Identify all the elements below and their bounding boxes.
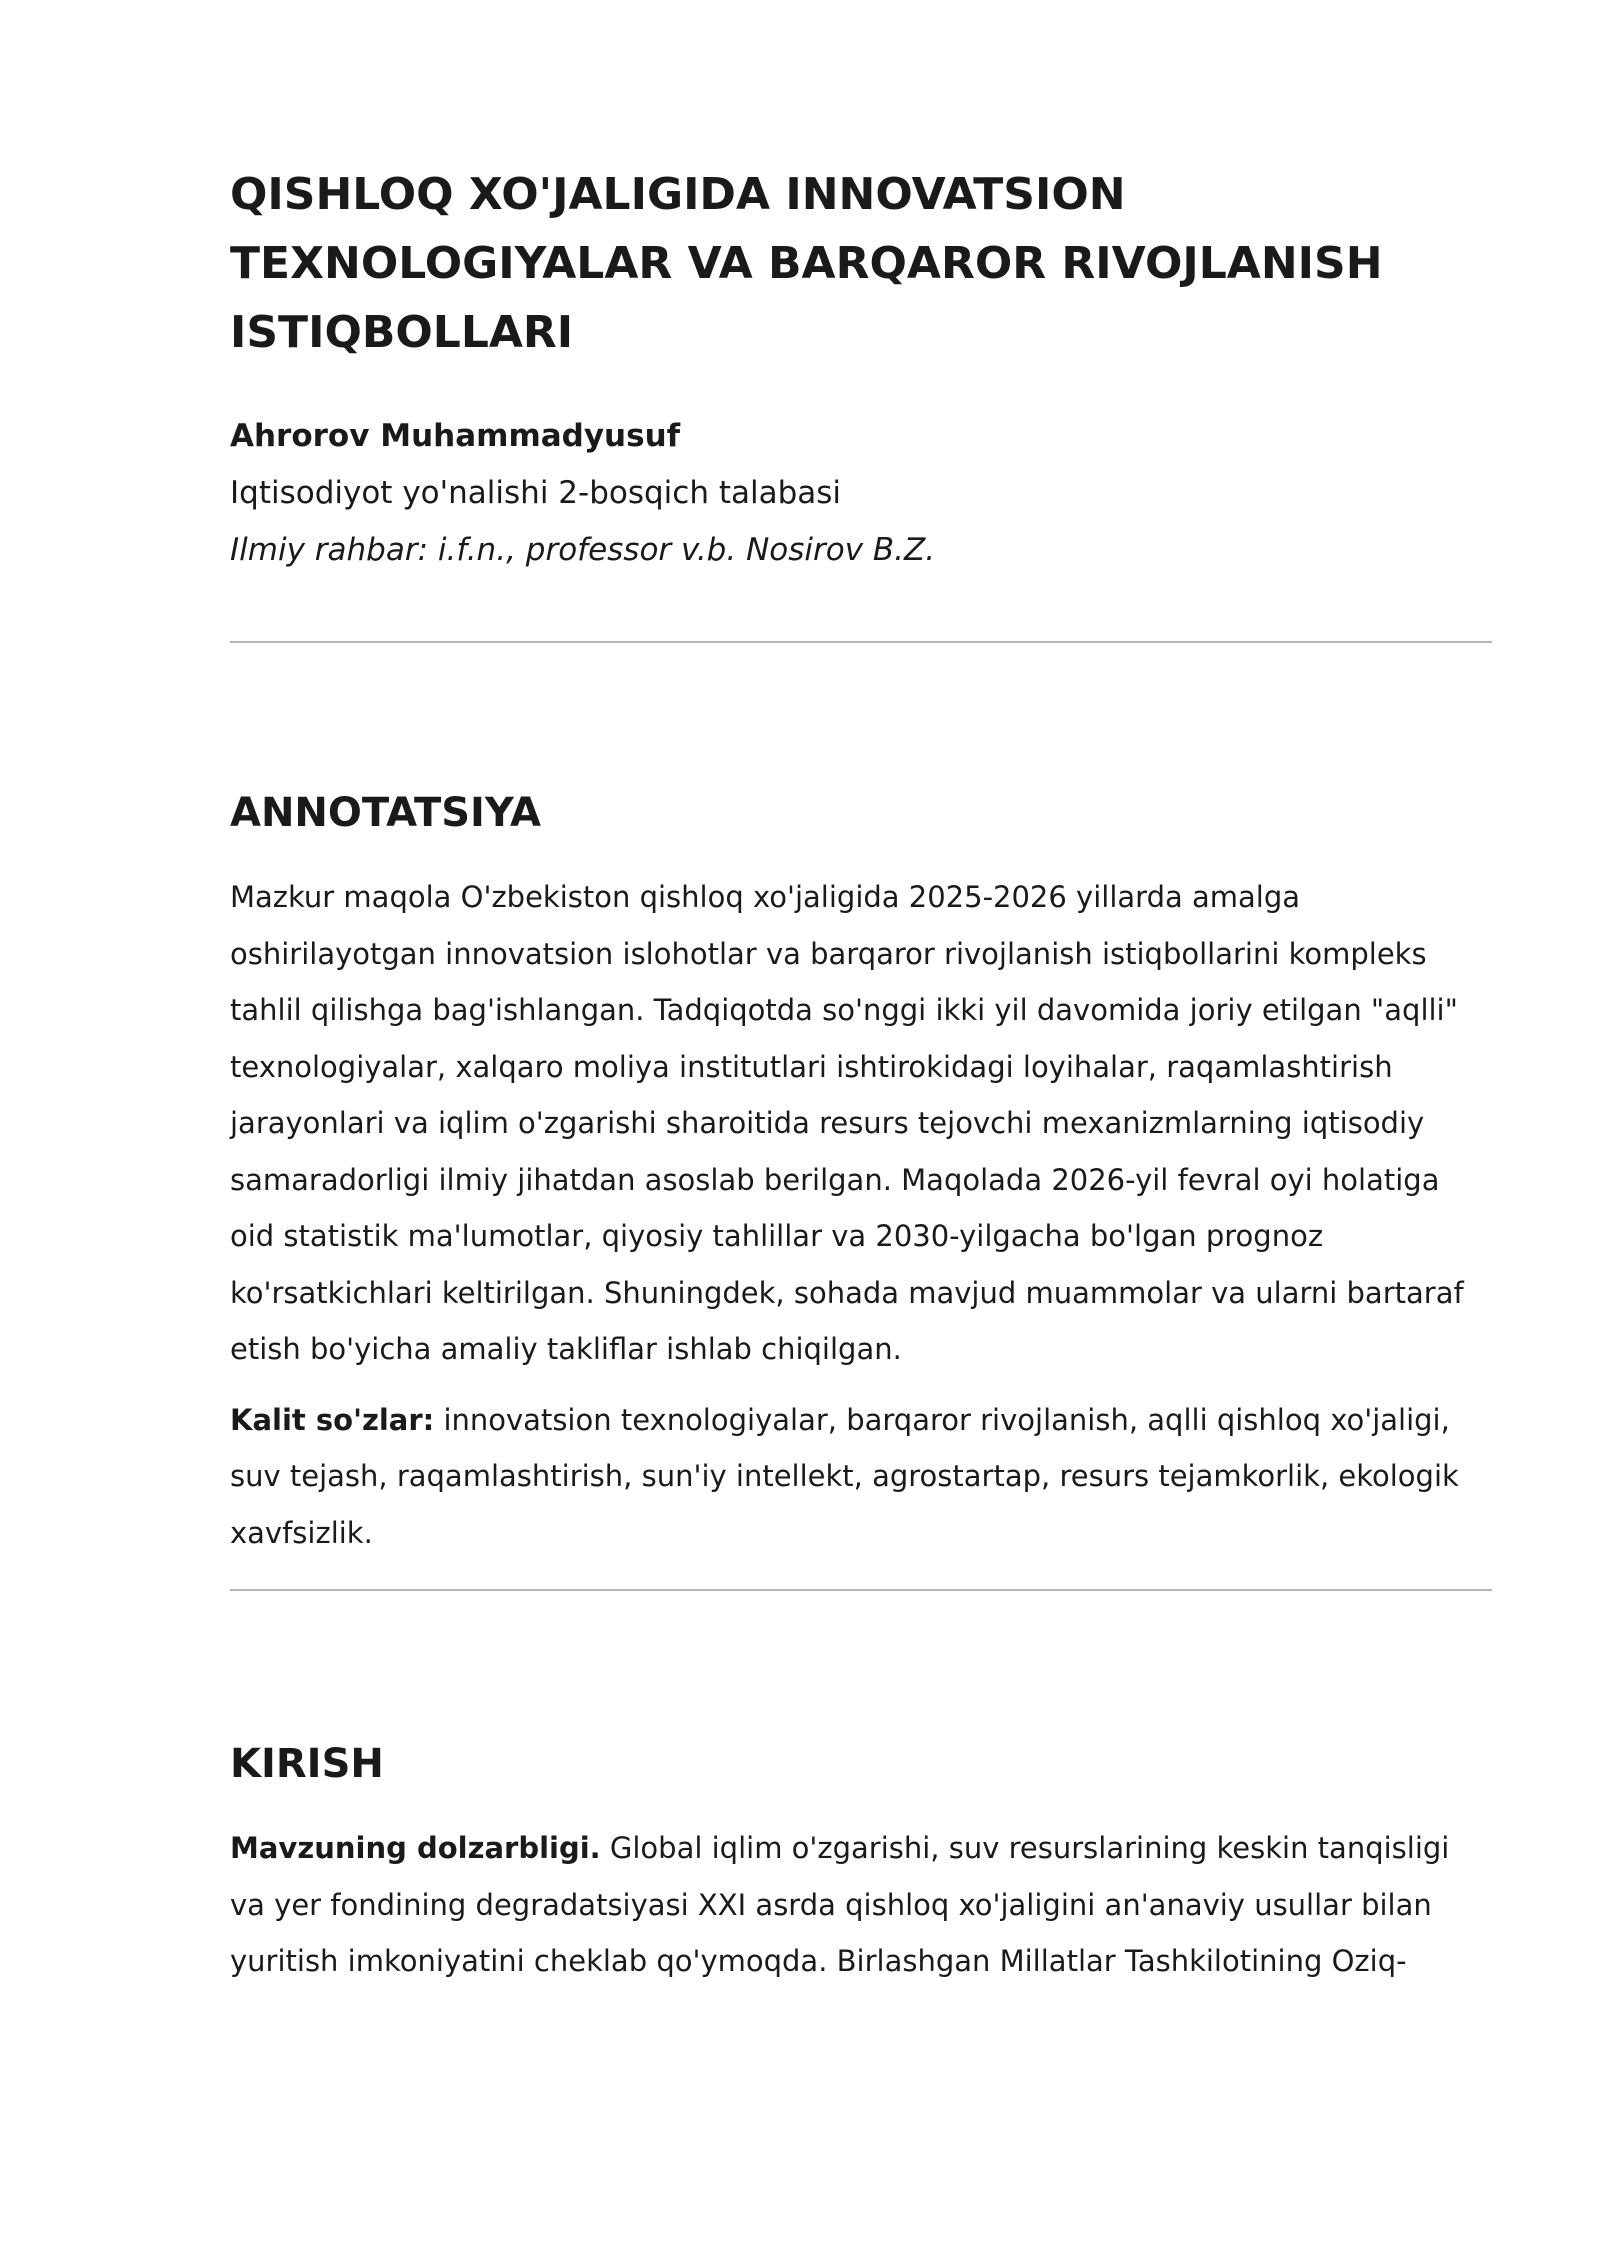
paper-page <box>230 160 1492 1990</box>
author-name: Ahrorov Muhammadyusuf <box>230 418 681 454</box>
introduction-paragraph <box>230 1820 1492 1990</box>
annotation-text: Mazkur maqola O'zbekiston qishloq xo'jaligida 2025-2026 yillarda amalga oshirilayotgan innovatsion islohotlar va barqaror rivojlanish istiqbollarini kompleks tahlil qilishga bag'ishlangan. Tadqiqotda so'nggi ikki yil davomida joriy etilgan "aqlli" texnologiyalar, xalqaro moliya institutlari ishtirokidagi loyihalar, raqamlashtirish jarayonlari va iqlim o'zgarishi sharoitida resurs tejovchi mexanizmlarning iqtisodiy samaradorligi ilmiy jihatdan asoslab berilgan. Maqolada 2026-yil fevral oyi holatiga oid statistik ma'lumotlar, qiyosiy tahlillar va 2030-yilgacha bo'lgan prognoz ko'rsatkichlari keltirilgan. Shuningdek, sohada mavjud muammolar va ularni bartaraf etish bo'yicha amaliy takliflar ishlab chiqilgan. <box>230 880 1464 1366</box>
keywords-paragraph <box>230 1392 1492 1562</box>
keywords-label: Kalit so'zlar: <box>230 1402 435 1437</box>
paper-title: QISHLOQ XO'JALIGIDA INNOVATSION TEXNOLOGIYALAR VA BARQAROR RIVOJLANISH ISTIQBOLLARI <box>230 169 1383 358</box>
section-divider <box>230 641 1492 643</box>
introduction-heading: KIRISH <box>230 1741 384 1787</box>
relevance-label: Mavzuning dolzarbligi. <box>230 1831 601 1865</box>
section-divider <box>230 1589 1492 1591</box>
relevance-text: Global iqlim o'zgarishi, suv resurslarining keskin tanqisligi va yer fondining degradatsiyasi XXI asrda qishloq xo'jaligini an'anaviy usullar bilan yuritish imkoniyatini cheklab qo'ymoqda. Birlashgan Millatlar Tashkilotining Oziq- <box>230 1831 1450 1978</box>
annotation-heading: ANNOTATSIYA <box>230 790 542 836</box>
author-affiliation: Iqtisodiyot yo'nalishi 2-bosqich talabasi <box>230 475 842 511</box>
keywords-text: innovatsion texnologiyalar, barqaror rivojlanish, aqlli qishloq xo'jaligi, suv tejash, raqamlashtirish, sun'iy intellekt, agrostartap, resurs tejamkorlik, ekologik xavfsizlik. <box>230 1402 1459 1550</box>
supervisor-line: Ilmiy rahbar: i.f.n., professor v.b. Nosirov B.Z. <box>230 532 936 568</box>
